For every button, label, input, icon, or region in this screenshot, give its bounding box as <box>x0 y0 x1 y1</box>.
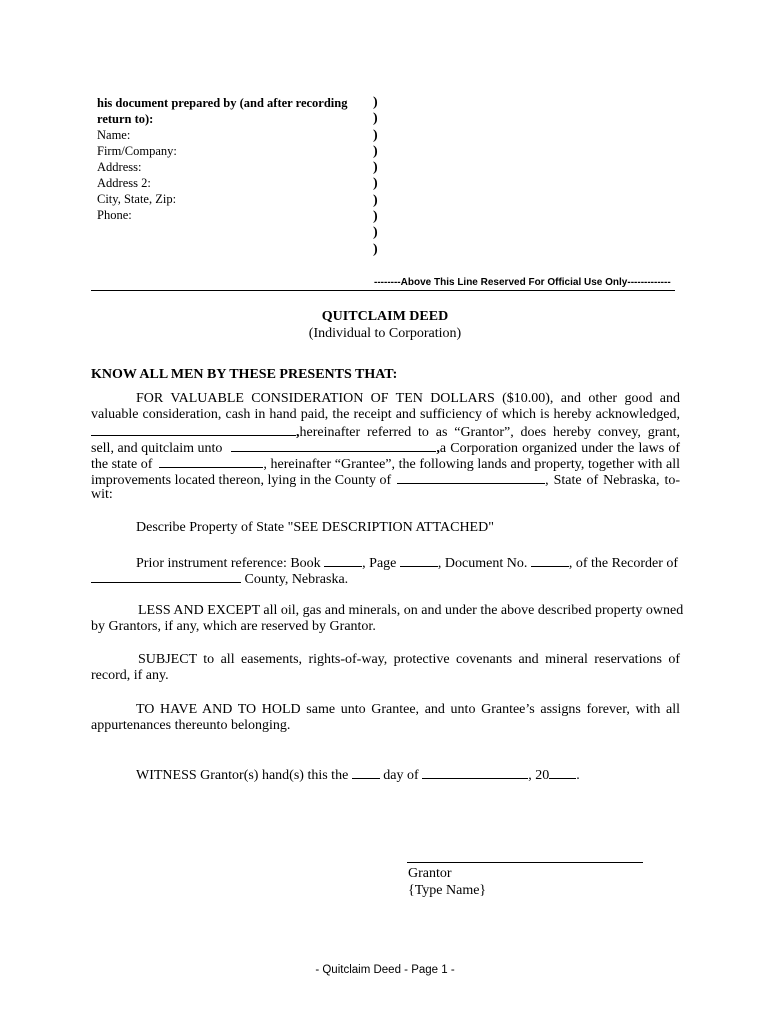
footer-page-number: Page 1 <box>411 964 448 976</box>
state-nebraska-clause: , State of Nebraska, to- <box>545 473 680 488</box>
bracket: ) <box>373 111 378 127</box>
bracket: ) <box>373 95 378 110</box>
bracket: ) <box>373 225 378 241</box>
year-blank[interactable] <box>549 766 576 779</box>
consideration-line-7: wit: <box>91 487 113 502</box>
consideration-line-1: FOR VALUABLE CONSIDERATION OF TEN DOLLARS ($10.00), and other good and <box>136 391 680 406</box>
field-address2-label: Address 2: <box>97 176 151 190</box>
bracket: ) <box>373 209 378 225</box>
footer-suffix: - <box>447 964 455 976</box>
signature-type-name: {Type Name} <box>408 883 487 898</box>
less-except-line-2: by Grantors, if any, which are reserved by Grantor. <box>91 619 376 634</box>
corporation-clause: a Corporation organized under the laws of <box>439 441 680 456</box>
state-blank[interactable] <box>159 455 263 468</box>
subject-line-2: record, if any. <box>91 668 169 683</box>
know-all-heading: KNOW ALL MEN BY THESE PRESENTS THAT: <box>91 367 398 382</box>
footer-doc-name: - Quitclaim Deed - <box>315 964 412 976</box>
county-nebraska-text: County, Nebraska. <box>241 572 349 587</box>
signature-grantor-label: Grantor <box>408 866 452 881</box>
year-prefix-text: , 20 <box>528 768 550 783</box>
grantee-clause: , hereinafter “Grantee”, the following lands and property, together with all <box>263 457 680 472</box>
grantor-name-blank[interactable] <box>91 423 296 436</box>
page-label: , Page <box>362 556 400 571</box>
field-address-label: Address: <box>97 160 142 174</box>
consideration-line-2: valuable consideration, cash in hand paid, the receipt and sufficiency of which is hereby acknowledged, <box>91 407 680 422</box>
page-blank[interactable] <box>400 554 438 567</box>
document-subtitle: (Individual to Corporation) <box>308 326 462 341</box>
document-title: QUITCLAIM DEED <box>321 309 449 324</box>
county-of-text: improvements located thereon, lying in the County of <box>91 473 392 488</box>
day-of-text: day of <box>379 768 423 783</box>
bracket: ) <box>373 160 378 176</box>
prior-instrument-line-2 <box>91 570 680 588</box>
grantee-comma: , <box>436 441 440 456</box>
less-except-line-1: LESS AND EXCEPT all oil, gas and minerals, on and under the above described property owned <box>138 603 684 618</box>
header-divider <box>91 290 675 291</box>
bracket: ) <box>373 127 378 143</box>
state-of-text: the state of <box>91 457 153 472</box>
document-no-label: , Document No. <box>437 556 531 571</box>
signature-line[interactable] <box>407 862 643 863</box>
month-blank[interactable] <box>422 766 528 779</box>
witness-text: WITNESS Grantor(s) hand(s) this the <box>136 768 352 783</box>
bracket: ) <box>373 143 378 159</box>
witness-period: . <box>576 768 580 783</box>
grantee-name-blank[interactable] <box>231 439 436 452</box>
recorder-text: , of the Recorder of <box>568 556 679 571</box>
subject-line-1: SUBJECT to all easements, rights-of-way, protective covenants and mineral reservations of <box>138 652 680 667</box>
field-firm-label: Firm/Company: <box>97 144 177 158</box>
habendum-line-2: appurtenances thereunto belonging. <box>91 718 291 733</box>
return-to-heading: return to): <box>97 112 154 126</box>
field-name-label: Name: <box>97 128 131 142</box>
grantor-comma: , <box>296 425 300 440</box>
page-footer <box>0 964 770 976</box>
county-blank[interactable] <box>397 471 545 484</box>
book-label: Prior instrument reference: Book <box>136 556 325 571</box>
prepared-by-block <box>97 95 347 223</box>
bracket: ) <box>373 176 378 192</box>
quitclaim-unto-text: sell, and quitclaim unto <box>91 441 223 456</box>
book-blank[interactable] <box>324 554 362 567</box>
bracket-column <box>373 95 378 258</box>
official-use-notice: --------Above This Line Reserved For Official Use Only------------- <box>374 277 671 288</box>
field-phone-label: Phone: <box>97 208 132 222</box>
property-description: Describe Property of State "SEE DESCRIPTION ATTACHED" <box>136 520 494 535</box>
prepared-by-heading: his document prepared by (and after recording <box>97 96 348 110</box>
bracket: ) <box>373 192 378 208</box>
document-no-blank[interactable] <box>531 554 569 567</box>
witness-line <box>136 766 725 784</box>
bracket: ) <box>373 241 378 257</box>
day-blank[interactable] <box>352 766 380 779</box>
grantor-clause: hereinafter referred to as “Grantor”, does hereby convey, grant, <box>299 425 680 440</box>
habendum-line-1: TO HAVE AND TO HOLD same unto Grantee, and unto Grantee’s assigns forever, with all <box>136 702 680 717</box>
recorder-county-blank[interactable] <box>91 570 241 583</box>
field-city-state-zip-label: City, State, Zip: <box>97 192 177 206</box>
